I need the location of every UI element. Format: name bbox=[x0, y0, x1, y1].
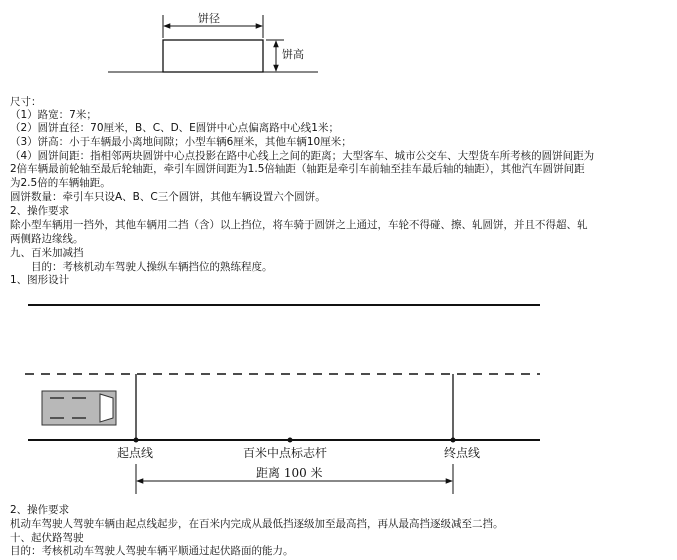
text-line: 除小型车辆用一挡外，其他车辆用二挡（含）以上挡位，将车骑于圆饼之上通过，车轮不得碰、擦、轧圆饼，并且不得超、轧 bbox=[10, 219, 588, 231]
cake-height-label: 饼高 bbox=[282, 48, 304, 61]
text-line: 2倍车辆最前轮轴至最后轮轴距，牵引车圆饼间距为1.5倍轴距（轴距是牵引车前轴至挂车最后轴的轴距），其他汽车圆饼间距 bbox=[10, 163, 585, 175]
text-line: 十、起伏路驾驶 bbox=[10, 532, 84, 544]
cake-width-label: 饼径 bbox=[198, 12, 220, 25]
text-line: 两侧路边缘线。 bbox=[10, 233, 84, 245]
text-line: （3）饼高：小于车辆最小离地间隙；小型车辆6厘米，其他车辆10厘米； bbox=[10, 136, 352, 148]
cake-diagram bbox=[0, 0, 677, 90]
midpoint-pole-label: 百米中点标志杆 bbox=[243, 446, 328, 460]
text-line: 2、操作要求 bbox=[10, 504, 70, 516]
cake-shape bbox=[163, 40, 263, 72]
text-line: 尺寸： bbox=[10, 96, 42, 108]
text-line: 2、操作要求 bbox=[10, 205, 70, 217]
text-line: 目的：考核机动车驾驶人操纵车辆挡位的熟练程度。 bbox=[10, 261, 273, 273]
text-line: 九、百米加减挡 bbox=[10, 247, 84, 259]
vehicle-icon bbox=[42, 391, 116, 425]
text-line: 为2.5倍的车辆轴距。 bbox=[10, 177, 111, 189]
text-line: （1）路宽：7米； bbox=[10, 109, 97, 121]
text-line: 1、图形设计 bbox=[10, 274, 70, 286]
text-line: （2）圆饼直径：70厘米，B、C、D、E圆饼中心点偏离路中心线1米； bbox=[10, 122, 339, 134]
end-line-label: 终点线 bbox=[444, 446, 481, 460]
course-diagram bbox=[0, 290, 677, 500]
distance-label: 距离 100 米 bbox=[256, 466, 323, 480]
text-line: 机动车驾驶人驾驶车辆由起点线起步，在百米内完成从最低挡逐级加至最高挡，再从最高挡逐级减至二挡。 bbox=[10, 518, 504, 530]
text-line: （4）圆饼间距：指相邻两块圆饼中心点投影在路中心线上之间的距离；大型客车、城市公交车、大型货车所考核的圆饼间距为 bbox=[10, 150, 595, 162]
start-line-label: 起点线 bbox=[117, 446, 154, 460]
text-line: 目的：考核机动车驾驶人驾驶车辆平顺通过起伏路面的能力。 bbox=[10, 545, 294, 557]
midpoint-pole-marker bbox=[288, 438, 293, 443]
text-line: 圆饼数量：牵引车只设A、B、C三个圆饼，其他车辆设置六个圆饼。 bbox=[10, 191, 326, 203]
